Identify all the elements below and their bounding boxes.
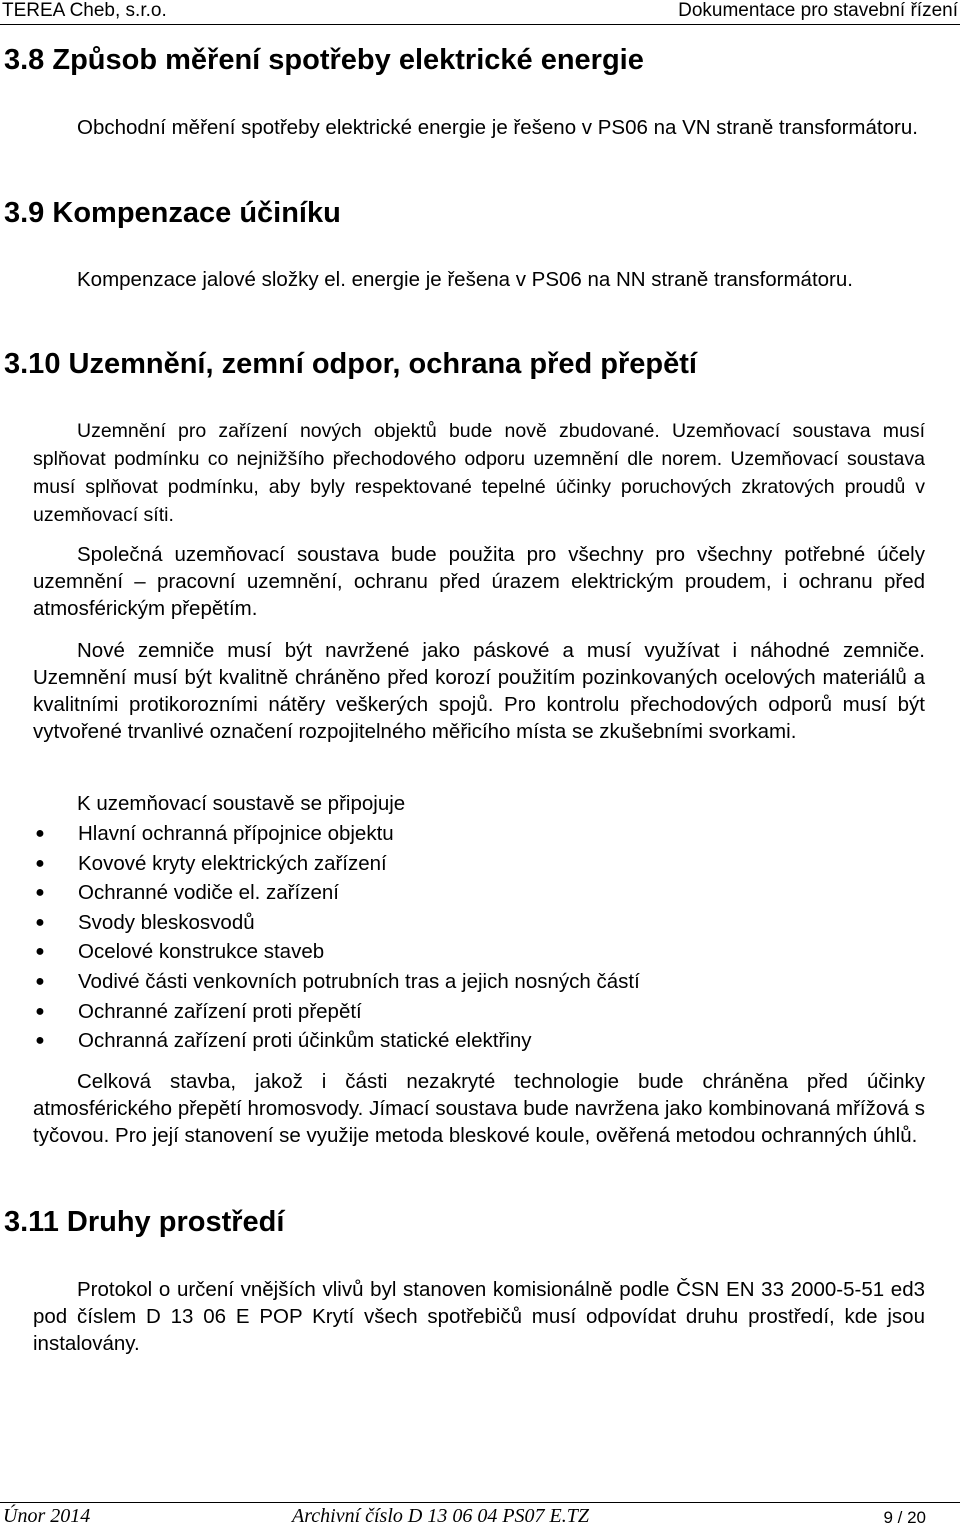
header-doc-type: Dokumentace pro stavební řízení <box>678 0 958 21</box>
section-3-9-paragraph: Kompenzace jalové složky el. energie je řešena v PS06 na NN straně transformátoru. <box>77 268 853 291</box>
section-3-10-paragraph-4: Celková stavba, jakož i části nezakryté technologie bude chráněna před účinky atmosférického přepětí hromosvody. Jímací soustava bude navržena jako kombinovaná mřížová s tyčovou. Pro její stanovení se využije metoda bleskové koule, ověřená metodou ochranných úhlů. <box>33 1070 925 1147</box>
footer-archive-number: Archivní číslo D 13 06 04 PS07 E.TZ <box>292 1505 590 1527</box>
list-item: ● Ochranné zařízení proti přepětí <box>33 997 913 1027</box>
page-footer <box>0 1502 960 1527</box>
list-item: ● Ochranné vodiče el. zařízení <box>33 878 913 908</box>
section-3-10-heading: 3.10 Uzemnění, zemní odpor, ochrana před přepětí <box>4 348 697 380</box>
list-intro: K uzemňovací soustavě se připojuje <box>77 792 406 815</box>
section-3-9-heading: 3.9 Kompenzace účiníku <box>4 197 341 229</box>
bullet-icon: ● <box>35 913 45 931</box>
list-item: ● Ochranná zařízení proti účinkům statické elektřiny <box>33 1026 913 1056</box>
bullet-icon: ● <box>35 1002 45 1020</box>
list-item: ● Ocelové konstrukce staveb <box>33 937 913 967</box>
section-3-11-paragraph: Protokol o určení vnějších vlivů byl stanoven komisionálně podle ČSN EN 33 2000-5-51 ed3 pod číslem D 13 06 E POP Krytí všech spotřebičů musí odpovídat druhu prostředí, kde jsou instalovány. <box>33 1278 925 1355</box>
list-item: ● Vodivé části venkovních potrubních tras a jejich nosných částí <box>33 967 913 997</box>
bullet-icon: ● <box>35 854 45 872</box>
header-company: TEREA Cheb, s.r.o. <box>2 0 167 21</box>
bullet-icon: ● <box>35 972 45 990</box>
page-header <box>0 0 960 25</box>
section-3-10-paragraph-3: Nové zemniče musí být navržené jako páskové a musí využívat i náhodné zemniče. Uzemnění musí být kvalitně chráněno před korozí použitím pozinkovaných ocelových materiálů a kvalitními protikorozními nátěry veškerých spojů. Pro kontrolu přechodových odporů musí být vytvořené trvanlivé označení rozpojitelného měřicího místa se zkušebními svorkami. <box>33 639 925 743</box>
section-3-11-heading: 3.11 Druhy prostředí <box>4 1206 285 1238</box>
section-3-8-heading: 3.8 Způsob měření spotřeby elektrické energie <box>4 44 644 76</box>
bullet-icon: ● <box>35 943 45 961</box>
section-3-10-paragraph-1: Uzemnění pro zařízení nových objektů bude nově zbudované. Uzemňovací soustava musí splňovat podmínku co nejnižšího přechodového odporu uzemnění dle norem. Uzemňovací soustava musí splňovat podmínku, aby byly respektované tepelné účinky poruchových zkratových proudů v uzemňovací síti. <box>33 420 925 526</box>
list-item: ● Hlavní ochranná přípojnice objektu <box>33 819 913 849</box>
footer-page-number: 9 / 20 <box>883 1508 926 1527</box>
bullet-icon: ● <box>35 825 45 842</box>
bullet-icon: ● <box>35 884 45 902</box>
list-item: ● Svody bleskosvodů <box>33 908 913 938</box>
bullet-icon: ● <box>35 1032 45 1050</box>
section-3-10-paragraph-2: Společná uzemňovací soustava bude použita pro všechny pro všechny potřebné účely uzemnění – pracovní uzemnění, ochranu před úrazem elektrickým proudem, i ochranu před atmosférickým přepětím. <box>33 543 925 620</box>
connection-list <box>33 819 913 1056</box>
section-3-8-paragraph: Obchodní měření spotřeby elektrické energie je řešeno v PS06 na VN straně transformátoru. <box>77 116 918 139</box>
list-item: ● Kovové kryty elektrických zařízení <box>33 849 913 879</box>
footer-date: Únor 2014 <box>3 1505 91 1527</box>
